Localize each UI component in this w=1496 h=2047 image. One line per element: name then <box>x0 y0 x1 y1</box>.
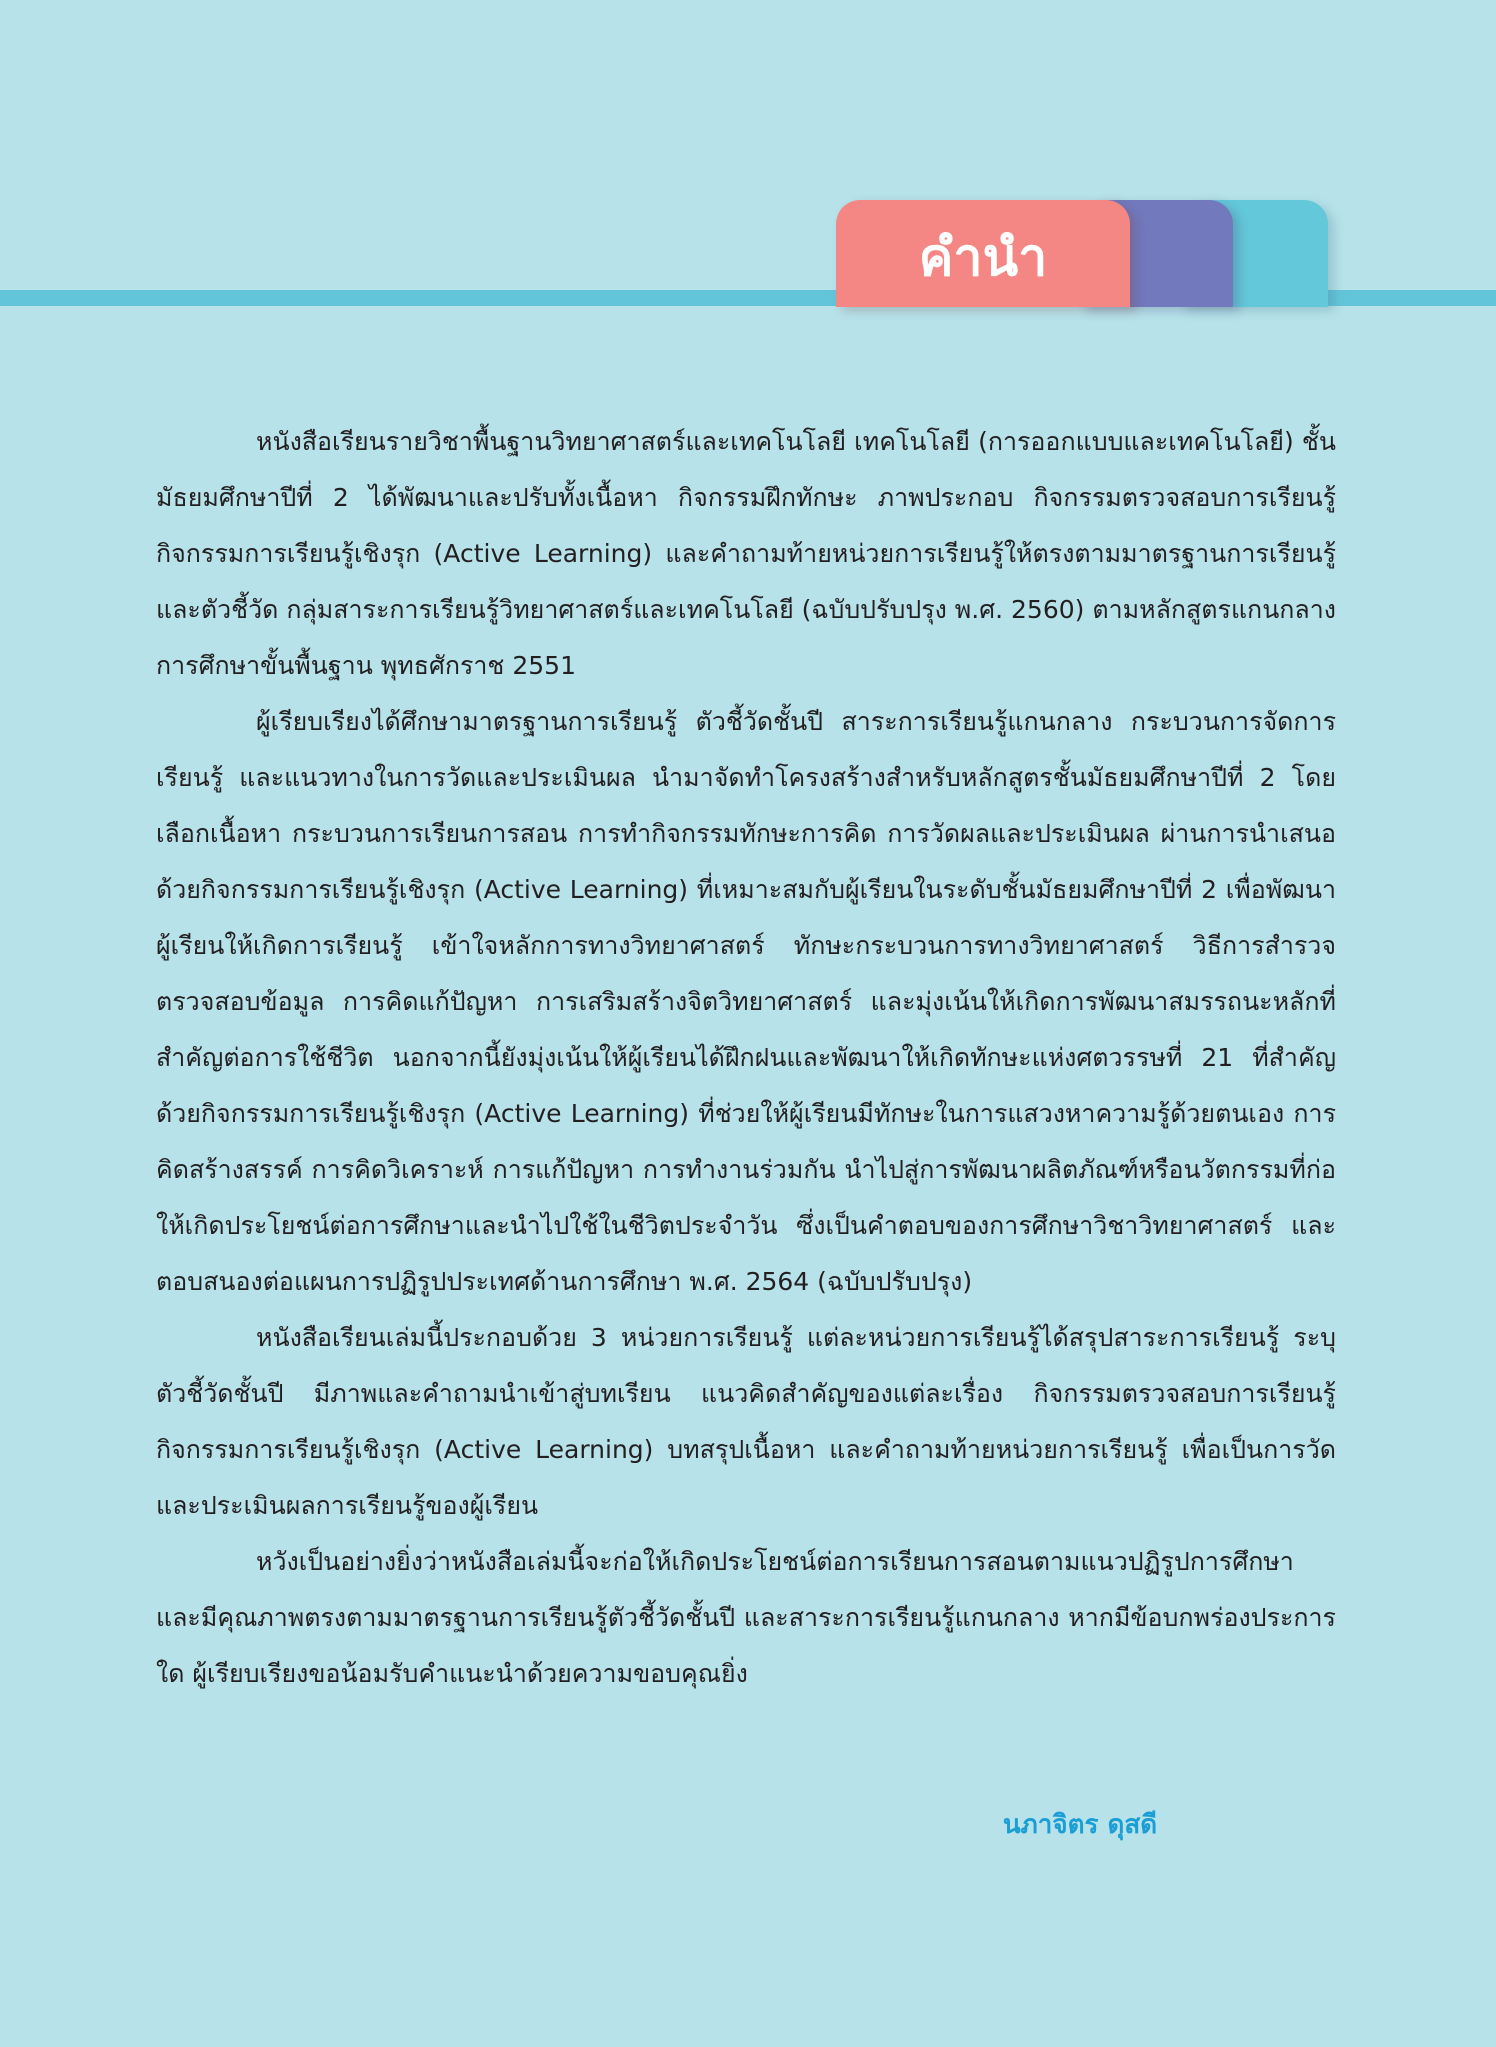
preface-body <box>156 414 1336 1702</box>
preface-paragraph-3: หนังสือเรียนเล่มนี้ประกอบด้วย 3 หน่วยการเรียนรู้ แต่ละหน่วยการเรียนรู้ได้สรุปสาระการเรียนรู้ ระบุตัวชี้วัดชั้นปี มีภาพและคำถามนำเข้าสู่บทเรียน แนวคิดสำคัญของแต่ละเรื่อง กิจกรรมตรวจสอบการเรียนรู้ กิจกรรมการเรียนรู้เชิงรุก (Active Learning) บทสรุปเนื้อหา และคำถามท้ายหน่วยการเรียนรู้ เพื่อเป็นการวัดและประเมินผลการเรียนรู้ของผู้เรียน <box>156 1323 1336 1520</box>
author-signature: นภาจิตร ดุสดี <box>1002 1810 1158 1840</box>
preface-paragraph-2: ผู้เรียบเรียงได้ศึกษามาตรฐานการเรียนรู้ ตัวชี้วัดชั้นปี สาระการเรียนรู้แกนกลาง กระบวนการจัดการเรียนรู้ และแนวทางในการวัดและประเมินผล นำมาจัดทำโครงสร้างสำหรับหลักสูตรชั้นมัธยมศึกษาปีที่ 2 โดยเลือกเนื้อหา กระบวนการเรียนการสอน การทำกิจกรรมทักษะการคิด การวัดผลและประเมินผล ผ่านการนำเสนอด้วยกิจกรรมการเรียนรู้เชิงรุก (Active Learning) ที่เหมาะสมกับผู้เรียนในระดับชั้นมัธยมศึกษาปีที่ 2 เพื่อพัฒนาผู้เรียนให้เกิดการเรียนรู้ เข้าใจหลักการทางวิทยาศาสตร์ ทักษะกระบวนการทางวิทยาศาสตร์ วิธีการสำรวจ ตรวจสอบข้อมูล การคิดแก้ปัญหา การเสริมสร้างจิตวิทยาศาสตร์ และมุ่งเน้นให้เกิดการพัฒนาสมรรถนะหลักที่สำคัญต่อการใช้ชีวิต นอกจากนี้ยังมุ่งเน้นให้ผู้เรียนได้ฝึกฝนและพัฒนาให้เกิดทักษะแห่งศตวรรษที่ 21 ที่สำคัญด้วยกิจกรรมการเรียนรู้เชิงรุก (Active Learning) ที่ช่วยให้ผู้เรียนมีทักษะในการแสวงหาความรู้ด้วยตนเอง การคิดสร้างสรรค์ การคิดวิเคราะห์ การแก้ปัญหา การทำงานร่วมกัน นำไปสู่การพัฒนาผลิตภัณฑ์หรือนวัตกรรมที่ก่อให้เกิดประโยชน์ต่อการศึกษาและนำไปใช้ในชีวิตประจำวัน ซึ่งเป็นคำตอบของการศึกษาวิชาวิทยาศาสตร์ และตอบสนองต่อแผนการปฏิรูปประเทศด้านการศึกษา พ.ศ. 2564 (ฉบับปรับปรุง) <box>156 707 1336 1296</box>
preface-paragraph-1: หนังสือเรียนรายวิชาพื้นฐานวิทยาศาสตร์และเทคโนโลยี เทคโนโลยี (การออกแบบและเทคโนโลยี) ชั้นมัธยมศึกษาปีที่ 2 ได้พัฒนาและปรับทั้งเนื้อหา กิจกรรมฝึกทักษะ ภาพประกอบ กิจกรรมตรวจสอบการเรียนรู้ กิจกรรมการเรียนรู้เชิงรุก (Active Learning) และคำถามท้ายหน่วยการเรียนรู้ให้ตรงตามมาตรฐานการเรียนรู้และตัวชี้วัด กลุ่มสาระการเรียนรู้วิทยาศาสตร์และเทคโนโลยี (ฉบับปรับปรุง พ.ศ. 2560) ตามหลักสูตรแกนกลางการศึกษาขั้นพื้นฐาน พุทธศักราช 2551 <box>156 427 1336 680</box>
preface-paragraph-4: หวังเป็นอย่างยิ่งว่าหนังสือเล่มนี้จะก่อให้เกิดประโยชน์ต่อการเรียนการสอนตามแนวปฏิรูปการศึกษา และมีคุณภาพตรงตามมาตรฐานการเรียนรู้ตัวชี้วัดชั้นปี และสาระการเรียนรู้แกนกลาง หากมีข้อบกพร่องประการใด ผู้เรียบเรียงขอน้อมรับคำแนะนำด้วยความขอบคุณยิ่ง <box>156 1547 1336 1688</box>
page-title: คำนำ <box>918 228 1048 288</box>
